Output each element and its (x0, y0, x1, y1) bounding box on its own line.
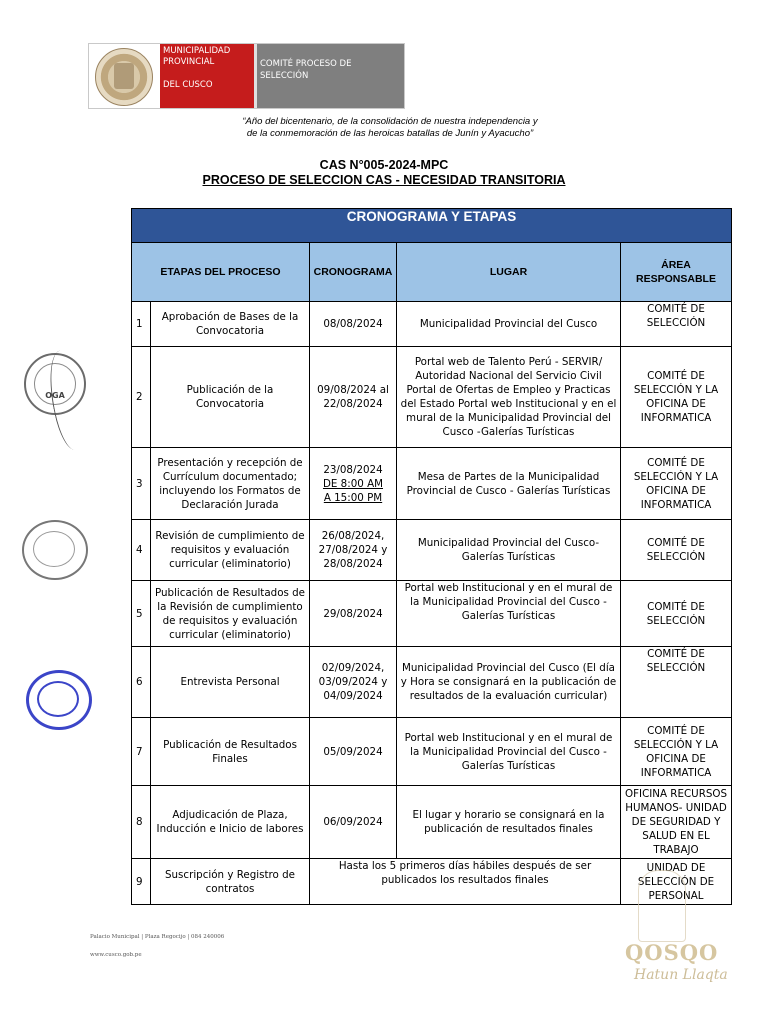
header-band (88, 43, 405, 109)
row-area: COMITÉ DE SELECCIÓN Y LA OFICINA DE INFORMATICA (621, 448, 732, 520)
row-lugar: Municipalidad Provincial del Cusco (397, 302, 621, 347)
municipal-seal-logo (95, 48, 153, 106)
row-number: 5 (132, 581, 151, 647)
row-etapa: Publicación de Resultados de la Revisión de cumplimiento de requisitos y evaluación curricular (eliminatorio) (151, 581, 310, 647)
committee-block (254, 44, 404, 108)
row-area: COMITÉ DE SELECCIÓN (621, 647, 732, 718)
org-line3: DEL CUSCO (163, 80, 213, 90)
org-line1: MUNICIPALIDAD (163, 46, 231, 56)
row-cronograma: 02/09/2024, 03/09/2024 y 04/09/2024 (310, 647, 397, 718)
motto-line2: de la conmemoración de las heroicas batallas de Junín y Ayacucho” (246, 128, 534, 139)
row-etapa: Presentación y recepción de Currículum documentado; incluyendo los Formatos de Declaración Jurada (151, 448, 310, 520)
row-lugar: Municipalidad Provincial del Cusco (El día y Hora se consignará en la publicación de resultados de la evaluación curricular) (397, 647, 621, 718)
row-lugar: Portal web de Talento Perú - SERVIR/ Autoridad Nacional del Servicio Civil Portal de Ofertas de Empleo y Practicas del Estado Portal web Institucional y en el mural de la Municipalidad Provincial del Cusco -Galerías Turísticas (397, 347, 621, 448)
footer-info (90, 928, 224, 964)
watermark-figure (638, 870, 686, 942)
watermark-qosqo: QOSQO (625, 940, 719, 965)
row-area: COMITÉ DE SELECCIÓN Y LA OFICINA DE INFORMATICA (621, 718, 732, 786)
table-row (132, 448, 732, 520)
cronograma-to: A 15:00 PM (323, 491, 383, 504)
row-number: 6 (132, 647, 151, 718)
title-line2: PROCESO DE SELECCION CAS - NECESIDAD TRANSITORIA (202, 173, 566, 187)
footer-website: www.cusco.gob.pe (90, 952, 142, 958)
row-number: 8 (132, 786, 151, 859)
row-etapa: Aprobación de Bases de la Convocatoria (151, 302, 310, 347)
row-etapa: Suscripción y Registro de contratos (151, 859, 310, 905)
table-caption: CRONOGRAMA Y ETAPAS (132, 209, 732, 243)
row-area: COMITÉ DE SELECCIÓN (621, 520, 732, 581)
schedule-table (131, 208, 732, 905)
document-title (150, 158, 618, 188)
col-header-area: ÁREA RESPONSABLE (621, 243, 732, 302)
row-cronograma: 08/08/2024 (310, 302, 397, 347)
gray-seal-stamp (22, 520, 88, 580)
table-row (132, 347, 732, 448)
oga-stamp-text: OGA (45, 391, 65, 400)
cronograma-date: 23/08/2024 (323, 463, 383, 476)
row-lugar: Municipalidad Provincial del Cusco- Galerías Turísticas (397, 520, 621, 581)
org-line2: PROVINCIAL (163, 57, 215, 67)
row-etapa: Adjudicación de Plaza, Inducción e Inicio de labores (151, 786, 310, 859)
committee-name: COMITÉ PROCESO DE SELECCIÓN (260, 59, 352, 81)
blue-seal-stamp (26, 670, 92, 730)
row-cronograma: 29/08/2024 (310, 581, 397, 647)
row-number: 4 (132, 520, 151, 581)
row-area: OFICINA RECURSOS HUMANOS- UNIDAD DE SEGURIDAD Y SALUD EN EL TRABAJO (621, 786, 732, 859)
table-row (132, 718, 732, 786)
row-cronograma: 05/09/2024 (310, 718, 397, 786)
table-row (132, 520, 732, 581)
row-cronograma (310, 448, 397, 520)
row-number: 3 (132, 448, 151, 520)
row-area: COMITÉ DE SELECCIÓN Y LA OFICINA DE INFORMATICA (621, 347, 732, 448)
row-lugar: Portal web Institucional y en el mural de la Municipalidad Provincial del Cusco -Galerías Turísticas (397, 718, 621, 786)
col-header-etapas: ETAPAS DEL PROCESO (132, 243, 310, 302)
watermark-hatun-llaqta: Hatun Llaqta (634, 967, 728, 983)
row-area: COMITÉ DE SELECCIÓN (621, 302, 732, 347)
cronograma-from: DE 8:00 AM (322, 477, 384, 490)
row-number: 2 (132, 347, 151, 448)
row-area: COMITÉ DE SELECCIÓN (621, 581, 732, 647)
row-merged-note: Hasta los 5 primeros días hábiles después de ser publicados los resultados finales (310, 859, 621, 905)
motto-line1: “Año del bicentenario, de la consolidación de nuestra independencia y (242, 116, 538, 127)
row-number: 7 (132, 718, 151, 786)
title-line1: CAS N°005-2024-MPC (319, 158, 449, 172)
table-header-row (132, 243, 732, 302)
row-number: 1 (132, 302, 151, 347)
table-row (132, 786, 732, 859)
table-caption-row (132, 209, 732, 243)
col-header-lugar: LUGAR (397, 243, 621, 302)
table-row (132, 302, 732, 347)
row-etapa: Revisión de cumplimiento de requisitos y evaluación curricular (eliminatorio) (151, 520, 310, 581)
col-header-cronograma: CRONOGRAMA (310, 243, 397, 302)
year-motto (150, 116, 630, 140)
table-row (132, 647, 732, 718)
row-cronograma: 09/08/2024 al 22/08/2024 (310, 347, 397, 448)
table-row (132, 581, 732, 647)
row-etapa: Publicación de Resultados Finales (151, 718, 310, 786)
row-lugar: El lugar y horario se consignará en la publicación de resultados finales (397, 786, 621, 859)
row-number: 9 (132, 859, 151, 905)
row-area: UNIDAD DE SELECCIÓN DE PERSONAL (621, 859, 732, 905)
row-cronograma: 06/09/2024 (310, 786, 397, 859)
footer-address: Palacio Municipal | Plaza Regocijo | 084 240006 (90, 934, 225, 940)
row-lugar: Mesa de Partes de la Municipalidad Provincial de Cusco - Galerías Turísticas (397, 448, 621, 520)
row-etapa: Publicación de la Convocatoria (151, 347, 310, 448)
org-name-block (160, 44, 254, 108)
row-etapa: Entrevista Personal (151, 647, 310, 718)
row-lugar: Portal web Institucional y en el mural de la Municipalidad Provincial del Cusco -Galerías Turísticas (397, 581, 621, 647)
row-cronograma: 26/08/2024, 27/08/2024 y 28/08/2024 (310, 520, 397, 581)
